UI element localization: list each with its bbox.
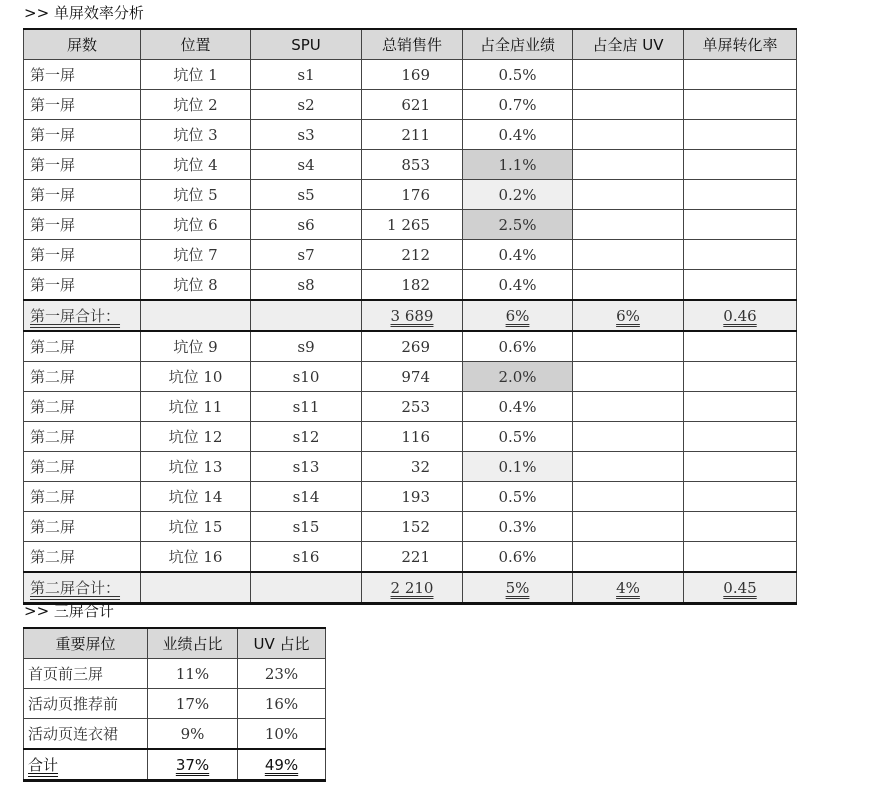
cell-spu: s1 [251, 60, 362, 90]
cell-total-sales: 621 [362, 90, 463, 120]
cell-total-sales: 253 [362, 392, 463, 422]
cell-total-sales: 169 [362, 60, 463, 90]
cell-uv-share [573, 240, 684, 270]
subtotal-empty-position [141, 300, 251, 331]
subtotal-conversion [684, 300, 797, 331]
cell-position: 坑位 2 [141, 90, 251, 120]
subtotal-label-value: 第一屏合计： [30, 307, 121, 325]
cell-position: 坑位 6 [141, 210, 251, 240]
cell-performance-share: 0.5% [463, 482, 573, 512]
cell-screen: 第二屏 [24, 512, 141, 542]
cell-total-sales: 32 [362, 452, 463, 482]
header-store-uv-share: 占全店 UV [573, 29, 684, 60]
cell-conversion [684, 210, 797, 240]
cell-uv-share [573, 512, 684, 542]
cell-total-sales: 269 [362, 331, 463, 362]
cell-screen: 第一屏 [24, 60, 141, 90]
cell-conversion [684, 482, 797, 512]
cell-conversion [684, 180, 797, 210]
table-row [24, 392, 797, 422]
header-key-screen: 重要屏位 [24, 628, 148, 659]
cell-conversion [684, 60, 797, 90]
cell-uv-share [573, 210, 684, 240]
table-row [24, 542, 797, 573]
cell-spu: s14 [251, 482, 362, 512]
cell-spu: s6 [251, 210, 362, 240]
table-row [24, 331, 797, 362]
cell-position: 坑位 7 [141, 240, 251, 270]
table-row [24, 150, 797, 180]
cell-total-sales: 1 265 [362, 210, 463, 240]
cell-spu: s12 [251, 422, 362, 452]
subtotal-performance-share [463, 300, 573, 331]
subtotal-sales [362, 300, 463, 331]
cell-performance-share: 0.4% [463, 270, 573, 301]
cell-spu: s15 [251, 512, 362, 542]
cell-conversion [684, 512, 797, 542]
cell-position: 坑位 3 [141, 120, 251, 150]
cell-key-screen: 活动页连衣裙 [24, 719, 148, 750]
cell-total-sales: 116 [362, 422, 463, 452]
cell-total-sales: 221 [362, 542, 463, 573]
table-row [24, 120, 797, 150]
table-row [24, 270, 797, 301]
subtotal-row [24, 572, 797, 604]
summary-header-row [24, 628, 326, 659]
header-performance-share: 业绩占比 [148, 628, 238, 659]
header-screen: 屏数 [24, 29, 141, 60]
cell-conversion [684, 240, 797, 270]
subtotal-uv-share-value: 6% [616, 306, 640, 325]
cell-uv-share [573, 452, 684, 482]
cell-performance-share: 0.4% [463, 392, 573, 422]
cell-spu: s16 [251, 542, 362, 573]
cell-conversion [684, 90, 797, 120]
three-screen-total-table [23, 627, 326, 782]
cell-uv-share [573, 482, 684, 512]
cell-performance-share: 0.3% [463, 512, 573, 542]
table-row [24, 362, 797, 392]
cell-spu: s9 [251, 331, 362, 362]
table-row [24, 210, 797, 240]
cell-conversion [684, 422, 797, 452]
single-screen-efficiency-table [23, 28, 797, 605]
cell-performance-share: 2.0% [463, 362, 573, 392]
summary-row [24, 719, 326, 750]
cell-uv-share: 23% [238, 659, 326, 689]
header-spu: SPU [251, 29, 362, 60]
cell-total-sales: 176 [362, 180, 463, 210]
table-row [24, 180, 797, 210]
cell-position: 坑位 9 [141, 331, 251, 362]
total-uv-share [238, 749, 326, 781]
cell-screen: 第二屏 [24, 422, 141, 452]
cell-total-sales: 974 [362, 362, 463, 392]
cell-position: 坑位 8 [141, 270, 251, 301]
cell-screen: 第一屏 [24, 90, 141, 120]
subtotal-label [24, 300, 141, 331]
header-store-performance-share: 占全店业绩 [463, 29, 573, 60]
total-label-value: 合计 [28, 756, 59, 774]
section-title-single-screen: >> 单屏效率分析 [24, 4, 144, 22]
cell-screen: 第二屏 [24, 452, 141, 482]
subtotal-uv-share-value: 4% [616, 578, 640, 597]
subtotal-sales-value: 3 689 [390, 306, 434, 325]
table-row [24, 512, 797, 542]
cell-uv-share [573, 270, 684, 301]
cell-uv-share [573, 331, 684, 362]
header-total-sales: 总销售件 [362, 29, 463, 60]
subtotal-label [24, 572, 141, 604]
cell-spu: s13 [251, 452, 362, 482]
cell-spu: s4 [251, 150, 362, 180]
cell-uv-share [573, 90, 684, 120]
section-title-three-screen-total: >> 三屏合计 [24, 602, 114, 620]
cell-conversion [684, 331, 797, 362]
subtotal-conversion-value: 0.45 [723, 578, 757, 597]
total-label [24, 749, 148, 781]
cell-screen: 第一屏 [24, 270, 141, 301]
cell-position: 坑位 14 [141, 482, 251, 512]
cell-total-sales: 211 [362, 120, 463, 150]
cell-performance-share: 0.7% [463, 90, 573, 120]
total-performance-share [148, 749, 238, 781]
cell-screen: 第一屏 [24, 150, 141, 180]
cell-spu: s8 [251, 270, 362, 301]
cell-position: 坑位 16 [141, 542, 251, 573]
cell-position: 坑位 11 [141, 392, 251, 422]
cell-uv-share [573, 60, 684, 90]
cell-uv-share [573, 150, 684, 180]
cell-screen: 第二屏 [24, 331, 141, 362]
cell-performance-share: 17% [148, 689, 238, 719]
subtotal-performance-share-value: 5% [505, 578, 530, 597]
cell-key-screen: 活动页推荐前 [24, 689, 148, 719]
cell-uv-share [573, 542, 684, 573]
cell-spu: s5 [251, 180, 362, 210]
subtotal-performance-share [463, 572, 573, 604]
subtotal-empty-spu [251, 572, 362, 604]
cell-performance-share: 0.2% [463, 180, 573, 210]
subtotal-label-value: 第二屏合计： [30, 579, 121, 597]
summary-total-row [24, 749, 326, 781]
summary-row [24, 659, 326, 689]
table-row [24, 60, 797, 90]
cell-performance-share: 0.5% [463, 422, 573, 452]
cell-uv-share [573, 180, 684, 210]
cell-position: 坑位 15 [141, 512, 251, 542]
header-position: 位置 [141, 29, 251, 60]
cell-performance-share: 0.1% [463, 452, 573, 482]
cell-performance-share: 0.4% [463, 240, 573, 270]
cell-performance-share: 1.1% [463, 150, 573, 180]
subtotal-performance-share-value: 6% [505, 306, 530, 325]
cell-uv-share [573, 392, 684, 422]
subtotal-empty-position [141, 572, 251, 604]
cell-performance-share: 2.5% [463, 210, 573, 240]
table-row [24, 482, 797, 512]
table-header-row [24, 29, 797, 60]
subtotal-row [24, 300, 797, 331]
cell-total-sales: 152 [362, 512, 463, 542]
cell-total-sales: 193 [362, 482, 463, 512]
cell-total-sales: 182 [362, 270, 463, 301]
cell-spu: s3 [251, 120, 362, 150]
cell-performance-share: 0.4% [463, 120, 573, 150]
cell-uv-share [573, 362, 684, 392]
cell-screen: 第二屏 [24, 362, 141, 392]
cell-conversion [684, 542, 797, 573]
total-performance-share-value: 37% [175, 755, 210, 774]
cell-uv-share: 16% [238, 689, 326, 719]
cell-conversion [684, 270, 797, 301]
cell-performance-share: 0.5% [463, 60, 573, 90]
cell-spu: s7 [251, 240, 362, 270]
cell-screen: 第一屏 [24, 180, 141, 210]
cell-conversion [684, 362, 797, 392]
cell-conversion [684, 452, 797, 482]
cell-position: 坑位 12 [141, 422, 251, 452]
cell-uv-share [573, 120, 684, 150]
cell-conversion [684, 150, 797, 180]
cell-position: 坑位 10 [141, 362, 251, 392]
cell-spu: s11 [251, 392, 362, 422]
table-row [24, 90, 797, 120]
header-uv-share: UV 占比 [238, 628, 326, 659]
cell-position: 坑位 1 [141, 60, 251, 90]
cell-position: 坑位 5 [141, 180, 251, 210]
subtotal-sales-value: 2 210 [390, 578, 434, 597]
subtotal-conversion-value: 0.46 [723, 306, 757, 325]
table-row [24, 422, 797, 452]
cell-performance-share: 0.6% [463, 542, 573, 573]
table-row [24, 240, 797, 270]
cell-performance-share: 9% [148, 719, 238, 750]
cell-uv-share [573, 422, 684, 452]
cell-conversion [684, 120, 797, 150]
cell-position: 坑位 4 [141, 150, 251, 180]
cell-screen: 第二屏 [24, 542, 141, 573]
cell-total-sales: 212 [362, 240, 463, 270]
cell-screen: 第二屏 [24, 392, 141, 422]
cell-uv-share: 10% [238, 719, 326, 750]
cell-performance-share: 11% [148, 659, 238, 689]
subtotal-uv-share [573, 572, 684, 604]
subtotal-sales [362, 572, 463, 604]
subtotal-empty-spu [251, 300, 362, 331]
table-row [24, 452, 797, 482]
cell-key-screen: 首页前三屏 [24, 659, 148, 689]
cell-screen: 第一屏 [24, 240, 141, 270]
subtotal-uv-share [573, 300, 684, 331]
cell-screen: 第一屏 [24, 210, 141, 240]
cell-spu: s2 [251, 90, 362, 120]
cell-conversion [684, 392, 797, 422]
cell-total-sales: 853 [362, 150, 463, 180]
summary-row [24, 689, 326, 719]
cell-spu: s10 [251, 362, 362, 392]
header-screen-conversion: 单屏转化率 [684, 29, 797, 60]
cell-position: 坑位 13 [141, 452, 251, 482]
total-uv-share-value: 49% [264, 755, 299, 774]
subtotal-conversion [684, 572, 797, 604]
cell-screen: 第一屏 [24, 120, 141, 150]
cell-screen: 第二屏 [24, 482, 141, 512]
cell-performance-share: 0.6% [463, 331, 573, 362]
